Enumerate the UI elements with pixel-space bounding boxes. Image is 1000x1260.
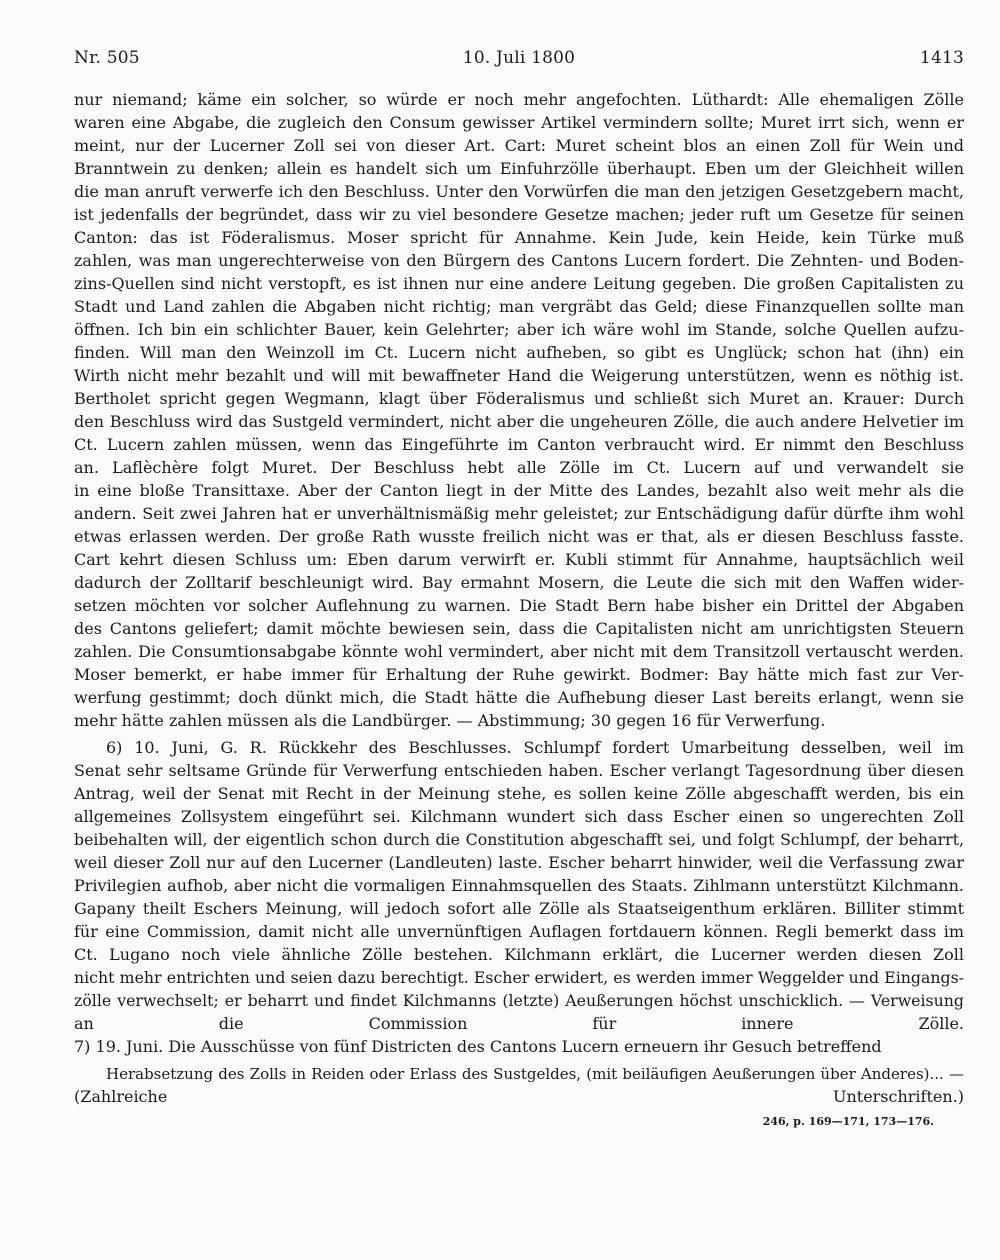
text-line: andern. Seit zwei Jahren hat er unverhältnismäßig mehr geleistet; zur Entschädigung dafür dürfte ihm wohl (74, 504, 964, 523)
page-header (74, 48, 964, 72)
text-line: allgemeines Zollsystem eingeführt sei. Kilchmann wundert sich dass Escher einen so ungerechten Zoll (74, 807, 964, 826)
text-line: (Zahlreiche Unterschriften.) (74, 1087, 964, 1106)
text-line: zölle verwechselt; er beharrt und findet Kilchmanns (letzte) Aeußerungen höchst unschicklich. — Verweisung (74, 991, 964, 1010)
text-line: des Cantons geliefert; damit möchte bewiesen sein, dass die Capitalisten nicht am unrichtigsten Steuern (74, 619, 964, 638)
text-line: weil dieser Zoll nur auf den Lucerner (Landleuten) laste. Escher beharrt hinwider, weil die Verfassung zwar (74, 853, 964, 872)
text-line: zins-Quellen sind nicht verstopft, es ist ihnen nur eine andere Leitung gegeben. Die großen Capitalisten zu (74, 274, 964, 293)
text-line: mehr hätte zahlen müssen als die Landbürger. — Abstimmung; 30 gegen 16 für Verwerfung. (74, 711, 826, 730)
text-line: zahlen, was man ungerechterweise von den Bürgern des Cantons Lucern fordert. Die Zehnten- und Boden- (74, 251, 964, 270)
text-line: ist jedenfalls der begründet, dass wir zu viel besondere Gesetze machen; jeder ruft um Gesetze für seinen (74, 205, 964, 224)
text-line: Herabsetzung des Zolls in Reiden oder Erlass des Sustgeldes, (mit beiläufigen Aeußerungen über Anderes)... — (106, 1065, 964, 1083)
text-line: 6) 10. Juni, G. R. Rückkehr des Beschlusses. Schlumpf fordert Umarbeitung desselben, weil im (106, 738, 964, 757)
text-line: öffnen. Ich bin ein schlichter Bauer, kein Gelehrter; aber ich wäre wohl im Stande, solche Quellen aufzu- (74, 320, 964, 339)
text-line: beibehalten will, der eigentlich schon durch die Constitution abgeschafft sei, und folgt Schlumpf, der beharrt, (74, 830, 964, 849)
text-line: Gapany theilt Eschers Meinung, will jedoch sofort alle Zölle als Staatseigenthum erklären. Billiter stimmt (74, 899, 964, 918)
text-line: nicht mehr entrichten und seien dazu berechtigt. Escher erwidert, es werden immer Weggelder und Eingangs- (74, 968, 964, 987)
text-line: an die Commission für innere Zölle. (74, 1014, 964, 1033)
text-line: die man anruft verwerfe ich den Beschluss. Unter den Vorwürfen die man den jetzigen Gesetzgebern macht, (74, 182, 964, 201)
text-line: Branntwein zu denken; allein es handelt sich um Einfuhrzölle überhaupt. Eben um der Gleichheit willen (74, 159, 964, 178)
text-line: nur niemand; käme ein solcher, so würde er noch mehr angefochten. Lüthardt: Alle ehemaligen Zölle (74, 90, 964, 109)
text-line: Privilegien aufhob, aber nicht die vormaligen Einnahmsquellen des Staats. Zihlmann unterstützt Kilchmann. (74, 876, 964, 895)
text-line: Cart kehrt diesen Schluss um: Eben darum verwirft er. Kubli stimmt für Annahme, hauptsächlich weil (74, 550, 964, 569)
header-date: 10. Juli 1800 (462, 48, 576, 68)
text-line: Senat sehr seltsame Gründe für Verwerfung entschieden haben. Escher verlangt Tagesordnung über diesen (74, 761, 964, 780)
text-line: Ct. Lugano noch viele ähnliche Zölle bestehen. Kilchmann erklärt, die Lucerner werden diesen Zoll (74, 945, 964, 964)
text-line: in eine bloße Transittaxe. Aber der Canton liegt in der Mitte des Landes, bezahlt also weit mehr als die (74, 481, 964, 500)
text-line: waren eine Abgabe, die zugleich den Consum gewisser Artikel vermindern sollte; Muret irrt sich, wenn er (74, 113, 964, 132)
source-reference: 246, p. 169—171, 173—176. (762, 1115, 934, 1128)
text-line: Canton: das ist Föderalismus. Moser spricht für Annahme. Kein Jude, kein Heide, kein Türke muß (74, 228, 964, 247)
text-line: finden. Will man den Weinzoll im Ct. Lucern nicht aufheben, so gibt es Unglück; schon hat (ihn) ein (74, 343, 964, 362)
text-line: für eine Commission, damit nicht alle unvernünftigen Auflagen fortdauern können. Regli bemerkt dass im (74, 922, 964, 941)
text-line: 7) 19. Juni. Die Ausschüsse von fünf Districten des Cantons Lucern erneuern ihr Gesuch betreffend (74, 1037, 882, 1056)
page-number: 1413 (919, 48, 964, 68)
text-line: Ct. Lucern zahlen müssen, wenn das Eingeführte im Canton verbraucht wird. Er nimmt den Beschluss (74, 435, 964, 454)
text-line: werfung gestimmt; doch dünkt mich, die Stadt hätte die Aufhebung dieser Last bereits erlangt, wenn sie (74, 688, 964, 707)
text-line: Moser bemerkt, er habe immer für Erhaltung der Ruhe gewirkt. Bodmer: Bay hätte mich fast zur Ver- (74, 665, 964, 684)
text-line: an. Laflèchère folgt Muret. Der Beschluss hebt alle Zölle im Ct. Lucern auf und verwandelt sie (74, 458, 964, 477)
text-line: meint, nur der Lucerner Zoll sei von dieser Art. Cart: Muret scheint blos an einen Zoll für Wein und (74, 136, 964, 155)
text-line: Stadt und Land zahlen die Abgaben nicht richtig; man vergräbt das Geld; diese Finanzquellen sollte man (74, 297, 964, 316)
text-line: zahlen. Die Consumtionsabgabe könnte wohl vermindert, aber nicht mit dem Transitzoll vertauscht werden. (74, 642, 964, 661)
text-line: setzen möchten vor solcher Auflehnung zu warnen. Die Stadt Bern habe bisher ein Drittel der Abgaben (74, 596, 964, 615)
document-number: Nr. 505 (74, 48, 140, 68)
text-line: den Beschluss wird das Sustgeld vermindert, nicht aber die ungeheuren Zölle, die auch andere Helvetier im (74, 412, 964, 431)
text-line: etwas erlassen werden. Der große Rath wusste freilich nicht was er that, als er diesen Beschluss fasste. (74, 527, 964, 546)
text-line: Wirth nicht mehr bezahlt und will mit bewaffneter Hand die Weigerung unterstützen, wenn es nöthig ist. (74, 366, 964, 385)
text-line: dadurch der Zolltarif beschleunigt wird. Bay ermahnt Mosern, die Leute die sich mit den Waffen wider- (74, 573, 964, 592)
text-line: Antrag, weil der Senat mit Recht in der Meinung stehe, es sollen keine Zölle abgeschafft werden, bis ein (74, 784, 964, 803)
text-line: Bertholet spricht gegen Wegmann, klagt über Föderalismus und schließt sich Muret an. Krauer: Durch (74, 389, 964, 408)
